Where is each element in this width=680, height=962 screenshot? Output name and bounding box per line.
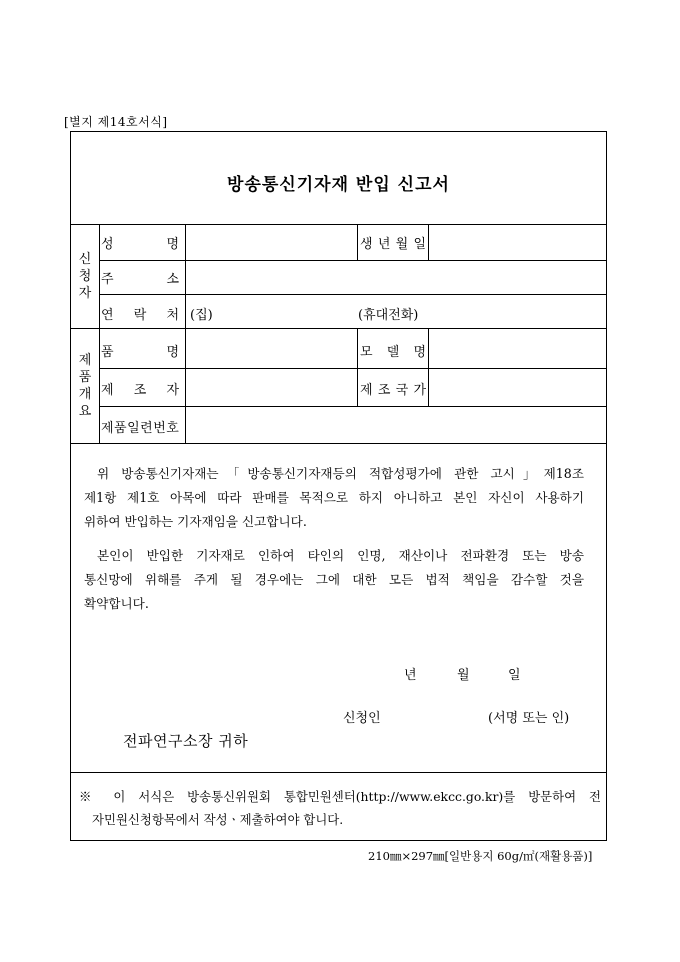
serial-number-label: 제품일련번호 [101,421,180,436]
paper-spec-footer: 210㎜×297㎜[일반용지 60g/㎡(재활용품)] [368,849,593,863]
address-label: 주 소 [101,272,179,287]
country-label: 제 조 국 가 [360,383,426,398]
serial-number-field[interactable] [186,407,605,442]
product-name-label: 품 명 [101,345,179,360]
signature-field[interactable]: (서명 또는 인) [488,711,570,726]
manufacturer-field[interactable] [186,369,356,405]
contact-label: 연 락 처 [101,308,179,323]
mobile-phone-label[interactable]: (휴대전화) [358,308,419,323]
birth-date-field[interactable] [429,225,605,259]
birth-date-label: 생 년 월 일 [360,237,426,252]
applicant-group-label: 신 청 자 [78,251,92,301]
form-number-label: [별지 제14호서식] [64,115,168,129]
model-field[interactable] [429,329,605,367]
product-group-label: 제 품 개 요 [78,352,92,419]
country-field[interactable] [429,369,605,405]
date-year[interactable]: 년 [404,668,417,683]
applicant-signature-label: 신청인 [343,711,381,726]
address-field[interactable] [186,261,605,293]
form-title: 방송통신기자재 반입 신고서 [227,175,450,195]
product-name-field[interactable] [186,329,356,367]
model-label: 모 델 명 [360,345,426,360]
declaration-paragraph-1: 위 방송통신기자재는「방송통신기자재등의 적합성평가에 관한 고시」제18조 제1항 제1호 아목에 따라 판매를 목적으로 하지 아니하고 본인 자신이 사용하기 위하여 반입하는 기자재임을 신고합니다. [84,466,584,529]
manufacturer-label: 제 조 자 [101,383,179,398]
submission-note: ※ 이 서식은 방송통신위원회 통합민원센터(http://www.ekcc.go.kr)를 방문하여 전 자민원신청항목에서 작성ㆍ제출하여야 합니다. [79,789,601,827]
date-day[interactable]: 일 [508,668,521,683]
form-frame [70,131,607,841]
name-field[interactable] [186,225,356,259]
name-label: 성 명 [101,237,179,252]
addressee: 전파연구소장 귀하 [123,732,249,750]
home-phone-label[interactable]: (집) [190,308,213,323]
date-month[interactable]: 월 [457,668,470,683]
declaration-paragraph-2: 본인이 반입한 기자재로 인하여 타인의 인명, 재산이나 전파환경 또는 방송 통신망에 위해를 주게 될 경우에는 그에 대한 모든 법적 책임을 감수할 것을 확약합니다. [84,548,584,611]
